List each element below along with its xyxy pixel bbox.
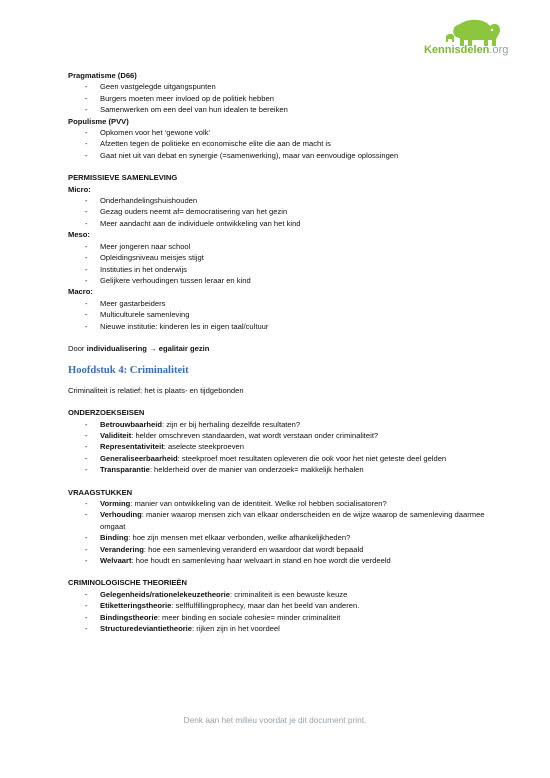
bullet-list bbox=[68, 589, 498, 635]
kennisdelen-logo[interactable] bbox=[420, 18, 540, 60]
list-item: - Transparantie: helderheid over de manier van onderzoek= makkelijk herhalen bbox=[68, 464, 498, 475]
subheading: Micro: bbox=[68, 184, 91, 194]
list-item: - Burgers moeten meer invloed op de politiek hebben bbox=[68, 93, 498, 104]
bullet-list bbox=[68, 127, 498, 161]
section-heading: VRAAGSTUKKEN bbox=[68, 487, 133, 497]
bullet-list bbox=[68, 195, 498, 229]
list-item: - Validiteit: helder omschreven standaarden, wat wordt verstaan onder criminaliteit? bbox=[68, 430, 498, 441]
footer-note: Denk aan het milieu voordat je dit document print. bbox=[183, 715, 367, 725]
list-item: - Multiculturele samenleving bbox=[68, 309, 498, 320]
section-heading: PERMISSIEVE SAMENLEVING bbox=[68, 173, 178, 183]
list-item: - Vorming: manier van ontwikkeling van de identiteit. Welke rol hebben socialisatoren? bbox=[68, 498, 498, 509]
list-item: - Instituties in het onderwijs bbox=[68, 264, 498, 275]
bullet-list bbox=[68, 81, 498, 115]
list-item: - Welvaart: hoe houdt en samenleving haar welvaart in stand en hoe wordt die verdeeld bbox=[68, 555, 498, 566]
section-heading: ONDERZOEKSEISEN bbox=[68, 408, 145, 418]
list-item: - Verhouding: manier waarop mensen zich van elkaar onderscheiden en de wijze waarop de samenleving daarmee omgaat bbox=[68, 509, 498, 532]
list-item: - Etiketteringstheorie: selffulfillingprophecy, maar dan het beeld van anderen. bbox=[68, 600, 498, 611]
bullet-list bbox=[68, 241, 498, 287]
list-item: - Samenwerken om een deel van hun idealen te bereiken bbox=[68, 104, 498, 115]
list-item: - Onderhandelingshuishouden bbox=[68, 195, 498, 206]
list-item: - Verandering: hoe een samenleving veranderd en waardoor dat wordt bepaald bbox=[68, 544, 498, 555]
list-item: - Nieuwe institutie: kinderen les in eigen taal/cultuur bbox=[68, 321, 498, 332]
document-body bbox=[68, 70, 498, 634]
list-item: - Geen vastgelegde uitgangspunten bbox=[68, 81, 498, 92]
list-item: - Opleidingsniveau meisjes stijgt bbox=[68, 252, 498, 263]
list-item: - Meer gastarbeiders bbox=[68, 298, 498, 309]
list-item: - Gezag ouders neemt af= democratisering van het gezin bbox=[68, 206, 498, 217]
list-item: - Gelegenheids/rationelekeuzetheorie: criminaliteit is een bewuste keuze bbox=[68, 589, 498, 600]
summary-note: Door individualisering → egalitair gezin bbox=[68, 343, 210, 353]
list-item: - Bindingstheorie: meer binding en sociale cohesie= minder criminaliteit bbox=[68, 612, 498, 623]
list-item: - Gelijkere verhoudingen tussen leraar en kind bbox=[68, 275, 498, 286]
list-item: - Gaat niet uit van debat en synergie (=samenwerking), maar van eenvoudige oplossingen bbox=[68, 150, 498, 161]
section-heading: CRIMINOLOGISCHE THEORIEËN bbox=[68, 578, 187, 588]
chapter-title: Hoofdstuk 4: Criminaliteit bbox=[68, 365, 189, 377]
list-item: - Generaliseerbaarheid: steekproef moet resultaten opleveren die ook voor het niet geteste deel gelden bbox=[68, 453, 498, 464]
list-item: - Meer jongeren naar school bbox=[68, 241, 498, 252]
bullet-list bbox=[68, 298, 498, 332]
list-item: - Betrouwbaarheid: zijn er bij herhaling dezelfde resultaten? bbox=[68, 419, 498, 430]
list-item: - Afzetten tegen de politieke en economische elite die aan de macht is bbox=[68, 138, 498, 149]
subheading: Pragmatisme (D66) bbox=[68, 71, 137, 80]
subheading: Meso: bbox=[68, 230, 90, 240]
list-item: - Structuredeviantietheorie: rijken zijn in het voordeel bbox=[68, 623, 498, 634]
paragraph: Criminaliteit is relatief: het is plaats- en tijdgebonden bbox=[68, 385, 244, 395]
list-item: - Opkomen voor het ‘gewone volk’ bbox=[68, 127, 498, 138]
list-item: - Meer aandacht aan de individuele ontwikkeling van het kind bbox=[68, 218, 498, 229]
bullet-list bbox=[68, 498, 498, 566]
subheading: Populisme (PVV) bbox=[68, 116, 129, 126]
logo-text: Kennisdelen.org bbox=[424, 44, 509, 56]
bullet-list bbox=[68, 419, 498, 476]
list-item: - Binding: hoe zijn mensen met elkaar verbonden, welke afhankelijkheden? bbox=[68, 532, 498, 543]
list-item: - Representativiteit: aselecte steekproeven bbox=[68, 441, 498, 452]
subheading: Macro: bbox=[68, 287, 93, 297]
